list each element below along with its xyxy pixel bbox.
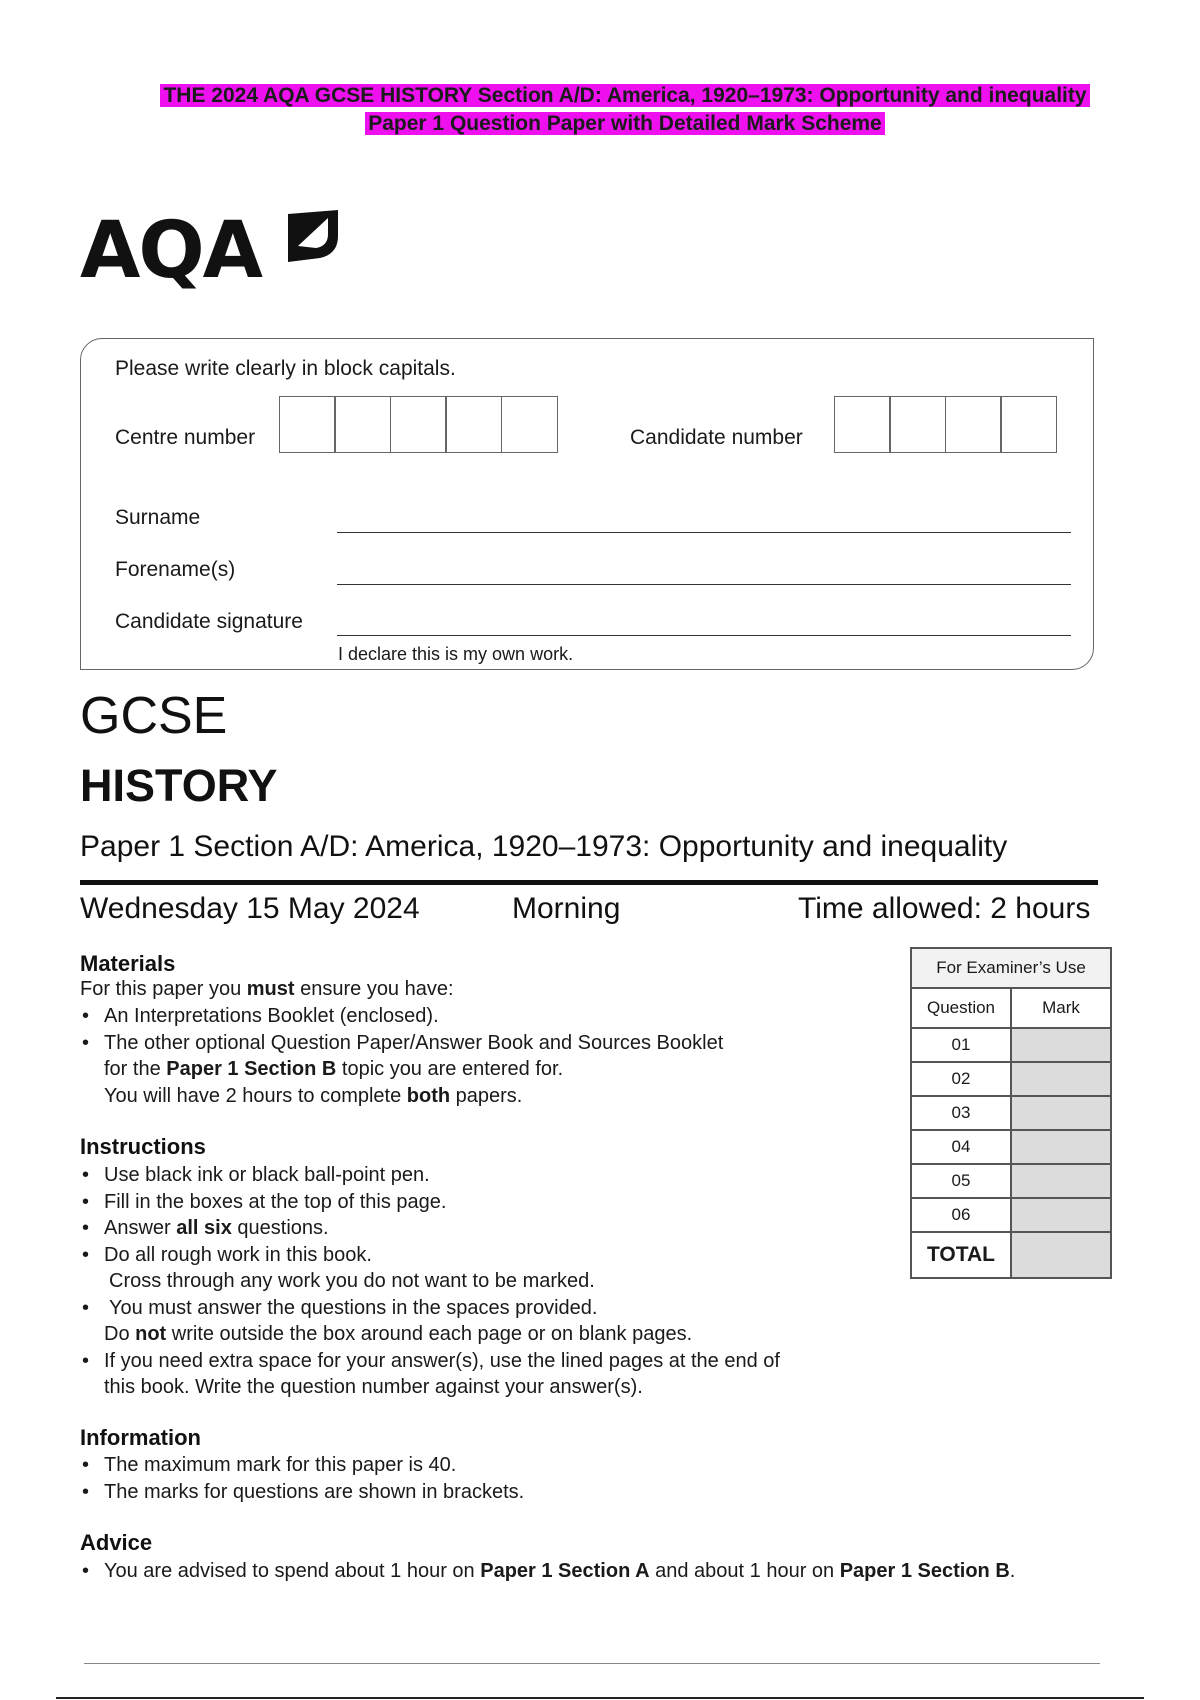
examiner-use-table [910,947,1112,1279]
list-item: Do not write outside the box around each page or on blank pages. [104,1323,693,1345]
materials-list [80,1003,723,1109]
list-item: this book. Write the question number against your answer(s). [104,1376,643,1398]
table-row: 02 [911,1062,1111,1096]
mark-cell [1011,1164,1111,1198]
signature-label: Candidate signature [115,610,303,633]
list-item: • Fill in the boxes at the top of this page. [80,1189,780,1216]
candidate-number-box[interactable] [889,396,946,453]
time-allowed: Time allowed: 2 hours [798,892,1091,925]
candidate-number-box[interactable] [834,396,891,453]
signature-field[interactable] [337,635,1071,636]
table-row: 03 [911,1096,1111,1130]
centre-number-box[interactable] [390,396,447,453]
block-capitals-instruction: Please write clearly in block capitals. [115,357,456,380]
mark-column-header: Mark [1011,988,1111,1028]
materials-heading: Materials [80,951,176,976]
surname-label: Surname [115,506,201,529]
candidate-details-box [80,338,1094,670]
banner-line-2: Paper 1 Question Paper with Detailed Mark Scheme [365,112,885,135]
centre-number-box[interactable] [445,396,502,453]
mark-cell [1011,1028,1111,1062]
list-item: • Answer all six questions. [80,1215,780,1242]
advice-list [80,1558,1015,1585]
examiner-table-title: For Examiner’s Use [911,948,1111,988]
banner-line-1: THE 2024 AQA GCSE HISTORY Section A/D: America, 1920–1973: Opportunity and inequality [160,84,1089,107]
list-item: • The marks for questions are shown in brackets. [80,1479,524,1506]
title-banner [80,82,1170,138]
table-row: 05 [911,1164,1111,1198]
mark-cell [1011,1096,1111,1130]
mark-cell [1011,1130,1111,1164]
total-label: TOTAL [911,1232,1011,1278]
instructions-heading: Instructions [80,1134,206,1159]
centre-number-box[interactable] [279,396,336,453]
centre-number-label: Centre number [115,426,256,449]
table-row [911,1232,1111,1278]
surname-field[interactable] [337,532,1071,533]
list-item: • The maximum mark for this paper is 40. [80,1452,524,1479]
list-item: • An Interpretations Booklet (enclosed). [80,1003,723,1030]
list-item: • The other optional Question Paper/Answer Book and Sources Booklet [80,1030,723,1057]
qualification-title: GCSE [80,687,228,745]
advice-heading: Advice [80,1530,153,1555]
centre-number-box[interactable] [334,396,391,453]
list-item: • If you need extra space for your answer(s), use the lined pages at the end of [80,1348,780,1375]
question-column-header: Question [911,988,1011,1028]
mark-cell [1011,1062,1111,1096]
aqa-logo-mark-icon [284,206,342,268]
centre-number-box[interactable] [501,396,558,453]
list-item: • You are advised to spend about 1 hour on Paper 1 Section A and about 1 hour on Paper 1 Section B. [80,1558,1015,1585]
subject-title: HISTORY [80,760,278,811]
candidate-number-boxes[interactable] [835,396,1057,453]
list-item: • You must answer the questions in the spaces provided. [80,1295,780,1322]
total-mark-cell [1011,1232,1111,1278]
list-item: Cross through any work you do not want to be marked. [109,1270,595,1292]
mark-cell [1011,1198,1111,1232]
list-item: • Do all rough work in this book. [80,1242,780,1269]
table-row: 01 [911,1028,1111,1062]
paper-title: Paper 1 Section A/D: America, 1920–1973: Opportunity and inequality [80,830,1008,863]
exam-date: Wednesday 15 May 2024 [80,892,420,925]
aqa-logo: AQA [80,206,262,296]
forenames-label: Forename(s) [115,558,236,581]
exam-session: Morning [512,892,621,925]
candidate-number-label: Candidate number [630,426,803,449]
information-list [80,1452,524,1505]
forenames-field[interactable] [337,584,1071,585]
table-row: 04 [911,1130,1111,1164]
list-item: • Use black ink or black ball-point pen. [80,1162,780,1189]
centre-number-boxes[interactable] [280,396,558,453]
declaration-text: I declare this is my own work. [338,644,574,664]
footer-divider [84,1663,1100,1664]
page-bottom-divider [56,1697,1144,1699]
table-row: 06 [911,1198,1111,1232]
list-item: You will have 2 hours to complete both papers. [104,1084,523,1107]
list-item: for the Paper 1 Section B topic you are entered for. [104,1058,564,1080]
instructions-list [80,1162,780,1401]
candidate-number-box[interactable] [945,396,1002,453]
heading-divider [80,880,1098,885]
materials-intro: For this paper you must ensure you have: [80,978,454,1000]
information-heading: Information [80,1425,201,1450]
candidate-number-box[interactable] [1000,396,1057,453]
